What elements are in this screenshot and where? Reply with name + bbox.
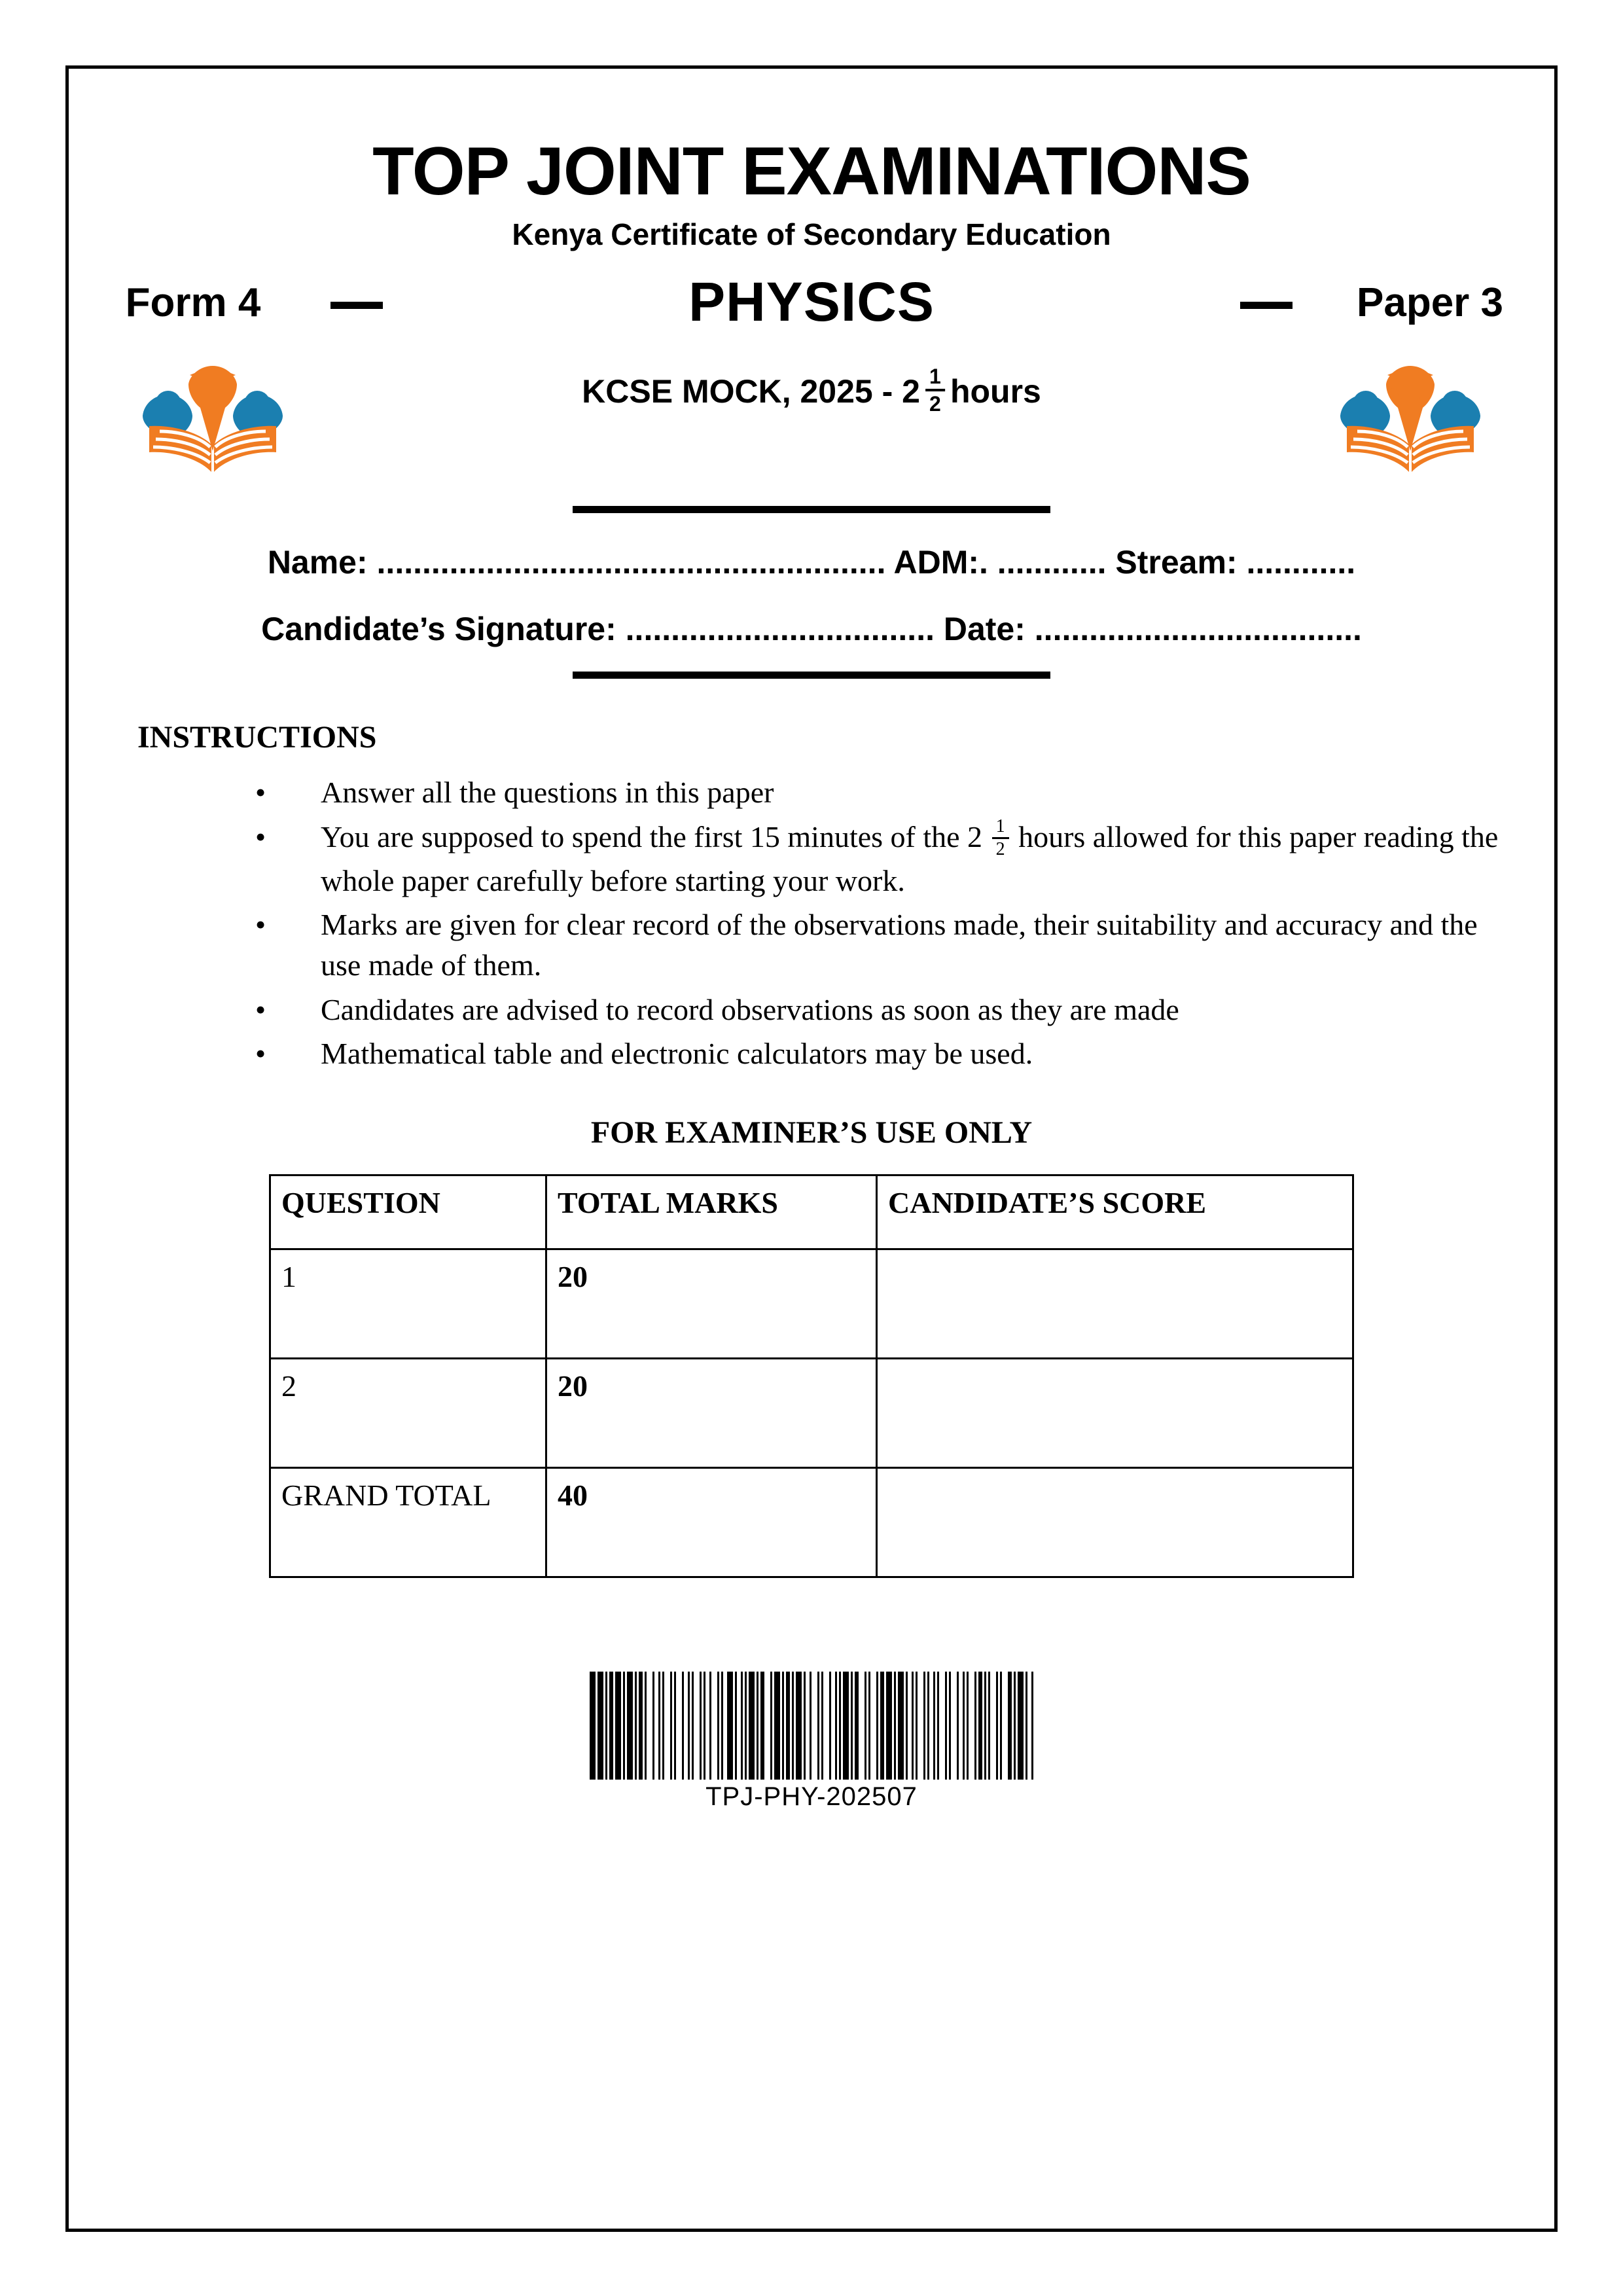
bullet-icon: • bbox=[255, 908, 266, 942]
table-row bbox=[270, 1358, 1353, 1467]
instruction-text-before: Mathematical table and electronic calculators may be used. bbox=[321, 1037, 1033, 1071]
header-divider-rule-top bbox=[573, 506, 1050, 513]
instruction-fraction bbox=[992, 817, 1009, 859]
cell-question: 1 bbox=[270, 1249, 546, 1358]
logo-and-duration-row bbox=[65, 353, 1558, 484]
duration-suffix: hours bbox=[950, 373, 1041, 410]
cell-question: 2 bbox=[270, 1358, 546, 1467]
barcode-value-label: TPJ-PHY-202507 bbox=[705, 1782, 918, 1811]
column-header-question: QUESTION bbox=[270, 1175, 546, 1249]
paper-number-label: Paper 3 bbox=[1356, 280, 1504, 326]
barcode-area bbox=[65, 1663, 1558, 1812]
fraction-bar bbox=[925, 389, 945, 391]
instruction-item bbox=[65, 905, 1558, 985]
dash-separator-left-icon bbox=[330, 302, 383, 309]
instruction-item bbox=[65, 772, 1558, 813]
instructions-heading: INSTRUCTIONS bbox=[137, 720, 377, 755]
header-divider-rule-bottom bbox=[573, 672, 1050, 679]
cell-total-marks: 40 bbox=[546, 1467, 877, 1577]
instruction-text-before: Answer all the questions in this paper bbox=[321, 776, 774, 810]
cell-total-marks: 20 bbox=[546, 1358, 877, 1467]
school-logo-left-icon bbox=[137, 353, 288, 474]
cell-total-marks: 20 bbox=[546, 1249, 877, 1358]
table-row bbox=[270, 1467, 1353, 1577]
bullet-icon: • bbox=[255, 1037, 266, 1071]
bullet-icon: • bbox=[255, 819, 266, 853]
bullet-icon: • bbox=[255, 992, 266, 1026]
candidate-name-field[interactable]: Name: ........................................................ ADM:. ............ Stream: ............ bbox=[267, 544, 1356, 581]
instruction-text-before: Candidates are advised to record observations as soon as they are made bbox=[321, 992, 1179, 1026]
form-label: Form 4 bbox=[125, 280, 261, 326]
duration-fraction-numerator: 1 bbox=[929, 365, 941, 389]
instruction-text-before: Marks are given for clear record of the observations made, their suitability and accuracy and the use made of them. bbox=[321, 908, 1478, 982]
duration-fraction-denominator: 2 bbox=[929, 392, 941, 416]
paper-identification-row bbox=[65, 270, 1558, 349]
barcode-image bbox=[590, 1672, 1033, 1780]
duration-fraction bbox=[925, 366, 945, 414]
table-header-row bbox=[270, 1175, 1353, 1249]
cell-question: GRAND TOTAL bbox=[270, 1467, 546, 1577]
bullet-icon: • bbox=[255, 776, 266, 810]
instruction-fraction-denominator: 2 bbox=[995, 838, 1005, 859]
exam-duration bbox=[582, 367, 1041, 416]
column-header-candidate-score: CANDIDATE’S SCORE bbox=[877, 1175, 1353, 1249]
cell-candidate-score[interactable] bbox=[877, 1467, 1353, 1577]
instruction-text-after: hours allowed for this paper reading the whole paper carefully before starting your work. bbox=[321, 819, 1499, 897]
exam-title: TOP JOINT EXAMINATIONS bbox=[372, 134, 1251, 209]
instruction-text-before: You are supposed to spend the first 15 minutes of the 2 bbox=[321, 819, 983, 853]
cell-candidate-score[interactable] bbox=[877, 1358, 1353, 1467]
cell-candidate-score[interactable] bbox=[877, 1249, 1353, 1358]
column-header-total-marks: TOTAL MARKS bbox=[546, 1175, 877, 1249]
candidate-signature-field[interactable]: Candidate’s Signature: .................................. Date: .................................... bbox=[261, 611, 1362, 648]
page-content bbox=[65, 65, 1558, 2232]
duration-prefix: KCSE MOCK, 2025 - 2 bbox=[582, 373, 920, 410]
instruction-item bbox=[65, 1033, 1558, 1074]
instruction-fraction-numerator: 1 bbox=[995, 816, 1005, 836]
exam-subtitle: Kenya Certificate of Secondary Education bbox=[512, 217, 1111, 252]
instruction-item bbox=[65, 990, 1558, 1030]
examiner-section-heading: FOR EXAMINER’S USE ONLY bbox=[590, 1115, 1033, 1150]
school-logo-right-icon bbox=[1335, 353, 1486, 474]
dash-separator-right-icon bbox=[1240, 302, 1293, 309]
subject-title: PHYSICS bbox=[688, 271, 935, 333]
examiner-marks-table bbox=[269, 1174, 1354, 1578]
table-row bbox=[270, 1249, 1353, 1358]
instruction-item bbox=[65, 817, 1558, 901]
instructions-list bbox=[65, 772, 1558, 1074]
